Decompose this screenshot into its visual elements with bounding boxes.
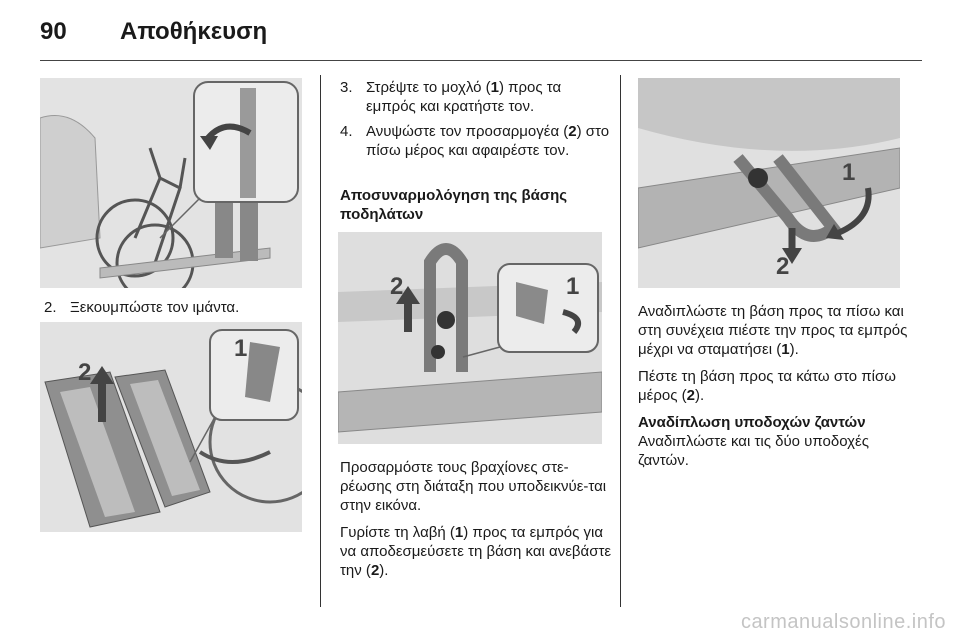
step-number: 4. <box>340 123 353 140</box>
page-number: 90 <box>40 18 67 45</box>
step-4-post: ) στο πίσω μέρος και αφαιρέστε τον. <box>366 123 610 159</box>
step-3-ref: 1 <box>490 79 499 96</box>
column-divider-right <box>620 75 621 607</box>
paragraph-fold-wheel-holders: Αναδιπλώστε και τις δύο υποδοχές ζαντών. <box>638 433 869 469</box>
callout-2: 2 <box>776 253 790 280</box>
callout-1: 1 <box>842 159 856 186</box>
figure-unbuckle-strap <box>40 322 302 532</box>
step-text: Ξεκουμπώστε τον ιμάντα. <box>70 299 240 316</box>
section-heading-fold-wheel-holders: Αναδίπλωση υποδοχών ζαντών <box>638 414 866 431</box>
section-heading-disassembly: Αποσυναρμολόγηση της βάσης ποδηλάτων <box>340 187 568 223</box>
paragraph-press-down: Πέστε τη βάση προς τα κάτω στο πίσω μέρος (2). <box>638 368 896 404</box>
figure-fold-carrier <box>638 78 900 288</box>
callout-1: 1 <box>234 335 248 362</box>
paragraph-adjust-arms: Προσαρμόστε τους βραχίονες στε-ρέωσης στη διάταξη που υποδεικνύε-ται στην εικόνα. <box>340 459 607 514</box>
step-2-text <box>44 298 314 323</box>
fold-instructions <box>638 302 913 478</box>
page-title: Αποθήκευση <box>120 18 268 45</box>
paragraph-turn-handle: Γυρίστε τη λαβή (1) προς τα εμπρός για να αποδεσμεύσετε τη βάση και ανεβάστε την (2). <box>340 524 612 579</box>
illustration-strap <box>40 322 302 532</box>
callout-1: 1 <box>566 273 580 300</box>
watermark-logo: carmanualsonline.info <box>740 611 946 633</box>
step-number: 2. <box>44 299 57 316</box>
callout-2: 2 <box>78 359 92 386</box>
callout-2: 2 <box>390 273 404 300</box>
steps-3-4 <box>340 78 610 166</box>
step-3-post: ) προς τα εμπρός και κρατήστε τον. <box>366 79 562 115</box>
disassembly-instructions <box>340 458 612 588</box>
step-4-pre: Ανυψώστε τον προσαρμογέα ( <box>366 123 569 140</box>
figure-bike-carrier <box>40 78 302 288</box>
paragraph-fold-back: Αναδιπλώστε τη βάση προς τα πίσω και στη συνέχεια πιέστε την προς τα εμπρός μέχρι να σταματήσει (1). <box>638 303 908 358</box>
figure-disassembly <box>338 232 602 444</box>
step-4-ref: 2 <box>568 123 577 140</box>
step-3-pre: Στρέψτε το μοχλό ( <box>366 79 491 96</box>
page-header <box>40 18 920 48</box>
illustration-disassembly <box>338 232 602 444</box>
step-number: 3. <box>340 79 353 96</box>
illustration-fold <box>638 78 900 288</box>
column-divider-left <box>320 75 321 607</box>
illustration-bike-carrier <box>40 78 302 288</box>
header-rule <box>40 60 922 61</box>
